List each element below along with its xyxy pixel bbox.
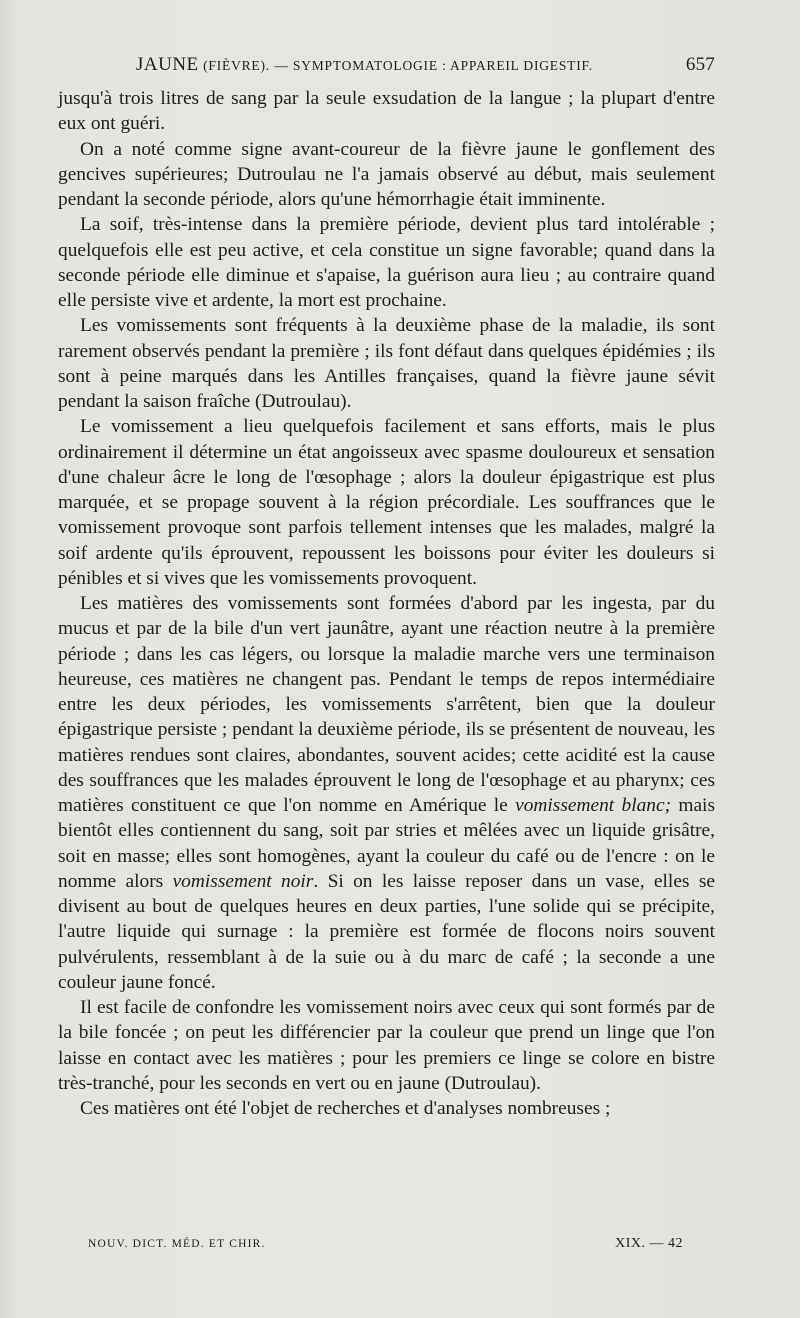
running-head-main: JAUNE bbox=[136, 54, 199, 75]
paragraph bbox=[58, 137, 715, 213]
paragraph-text: . Si on les laisse reposer dans un vase, elles se divisent au bout de quelques heures en deux parties, l'une solide qui se précipite, l'autre liquide qui surnage : la première est formée de flocons noirs souvent pulvérulents, ressemblant à de la suie ou à du marc de café ; la seconde a une couleur jaune foncé. bbox=[58, 870, 715, 993]
page-number: 657 bbox=[685, 54, 715, 75]
paragraph-text: La soif, très-intense dans la première période, devient plus tard intolérable ; quelquefois elle est peu active, et cela constitue un signe favorable; quand dans la seconde période elle diminue et s'apaise, la guérison aura lieu ; au contraire quand elle persiste vive et ardente, la mort est prochaine. bbox=[58, 214, 715, 311]
paragraph bbox=[58, 313, 715, 414]
running-head-paren: (FIÈVRE). bbox=[203, 58, 270, 73]
paragraph-text: On a noté comme signe avant-coureur de la fièvre jaune le gonflement des gencives supérieures; Dutroulau ne l'a jamais observé au début, mais seulement pendant la seconde période, alors qu'une hémorrhagie était imminente. bbox=[58, 138, 715, 210]
paragraph-text: Les matières des vomissements sont formées d'abord par les ingesta, par du mucus et par de la bile d'un vert jaunâtre, ayant une réaction neutre à la première période ; dans les cas légers, ou lorsque la maladie marche vers une terminaison heureuse, ces matières ne changent pas. Pendant le temps de repos intermédiaire entre les deux périodes, les vomissements s'arrêtent, bien que la douleur épigastrique persiste ; pendant la deuxième période, ils se présentent de nouveau, les matières rendues sont claires, abondantes, souvent acides; cette acidité est la cause des souffrances que les malades éprouvent le long de l'œsophage et au pharynx; ces matières constituent ce que l'on nomme en Amérique le bbox=[58, 593, 715, 816]
italic-term: vomissement blanc; bbox=[515, 795, 672, 816]
paragraph-text: Ces matières ont été l'objet de recherches et d'analyses nombreuses ; bbox=[80, 1098, 611, 1119]
paragraph bbox=[58, 86, 715, 137]
footer bbox=[88, 1238, 683, 1258]
running-head-rest: — SYMPTOMATOLOGIE : APPAREIL DIGESTIF. bbox=[274, 58, 593, 73]
body-text bbox=[58, 86, 715, 1121]
italic-term: vomissement noir bbox=[172, 870, 314, 892]
paragraph bbox=[58, 212, 715, 313]
paragraph bbox=[58, 995, 715, 1096]
running-head-title bbox=[136, 54, 593, 76]
paragraph bbox=[58, 414, 715, 591]
paragraph-text: jusqu'à trois litres de sang par la seule exsudation de la langue ; la plupart d'entre eux ont guéri. bbox=[58, 88, 715, 135]
paragraph-text: Le vomissement a lieu quelquefois facilement et sans efforts, mais le plus ordinairement il détermine un état angoisseux avec spasme douloureux et sensation d'une chaleur âcre le long de l'œsophage ; alors la douleur épigastrique est plus marquée, et se propage souvent à la région précordiale. Les souffrances que le vomissement provoque sont parfois tellement intenses que les malades, malgré la soif ardente qu'ils éprouvent, repoussent les boissons pour éviter les douleurs si pénibles et si vives que les vomissements provoquent. bbox=[58, 416, 715, 589]
running-head bbox=[58, 54, 715, 78]
paragraph bbox=[58, 591, 715, 995]
show-through-texture-bottom bbox=[684, 1175, 800, 1235]
paragraph-text: mais bientôt elles contiennent du sang, soit par stries et mêlées avec un liquide grisâtre, soit en masse; elles sont homogènes, ayant la couleur du café ou de l'encre : on le nomme alors bbox=[58, 795, 715, 892]
paragraph bbox=[58, 1096, 715, 1121]
paragraph-text: Il est facile de confondre les vomissement noirs avec ceux qui sont formés par de la bile foncée ; on peut les différencier par la couleur que prend un linge que l'on laisse en contact avec les matières ; pour les premiers ce linge se colore en bistre très-tranché, pour les seconds en vert ou en jaune (Dutroulau). bbox=[58, 997, 715, 1094]
paragraph-text: Les vomissements sont fréquents à la deuxième phase de la maladie, ils sont rarement observés pendant la première ; ils font défaut dans quelques épidémies ; ils sont à peine marqués dans les Antilles françaises, quand la fièvre jaune sévit pendant la saison fraîche (Dutroulau). bbox=[58, 315, 715, 412]
footer-signature: NOUV. DICT. MÉD. ET CHIR. bbox=[88, 1238, 266, 1250]
footer-volume-sheet: XIX. — 42 bbox=[615, 1236, 683, 1251]
